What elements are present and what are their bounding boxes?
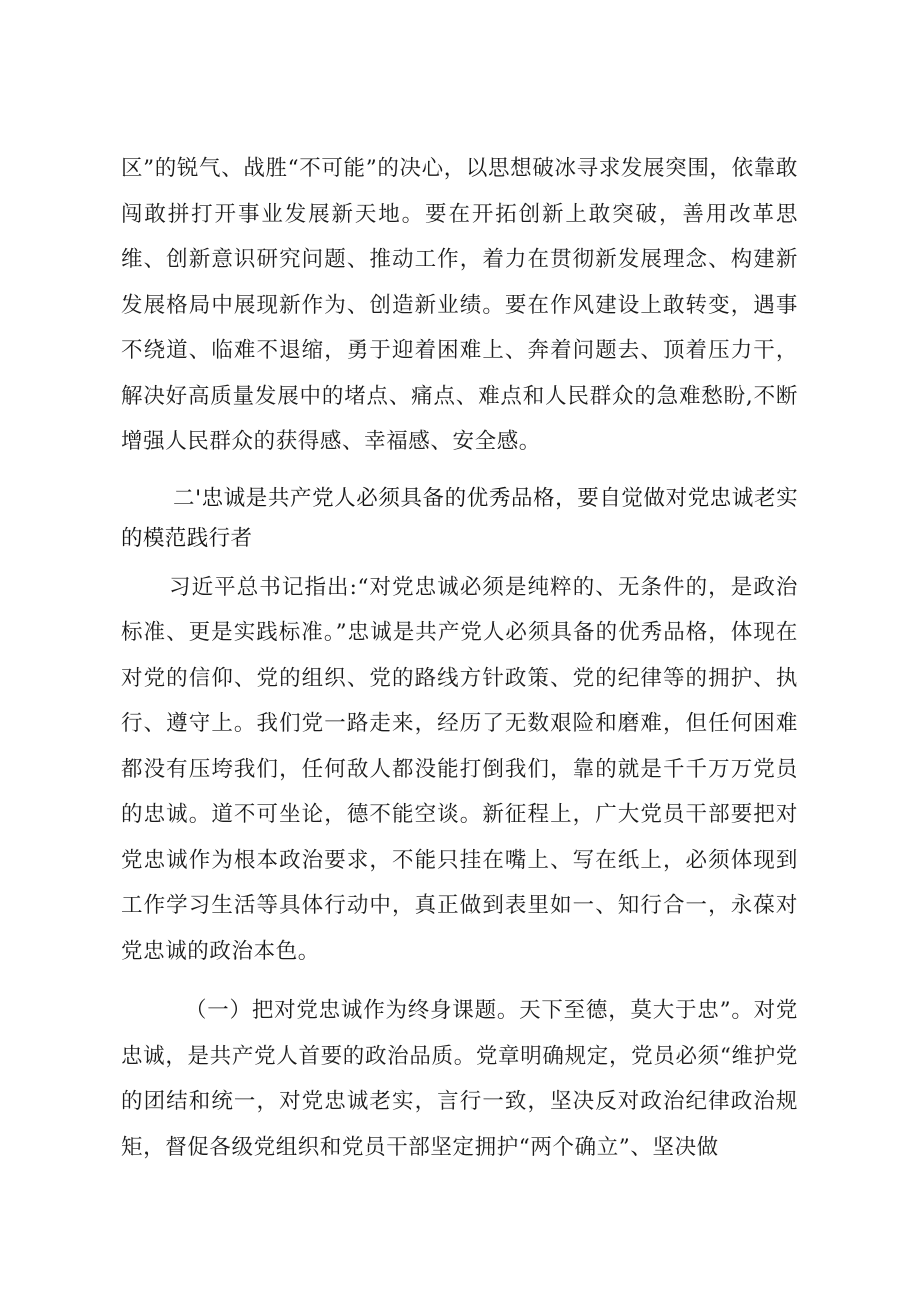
document-body [121, 146, 798, 1170]
section-heading-two: 二'忠诚是共产党人必须具备的优秀品格，要自觉做对党忠诚老实的模范践行者 [121, 485, 798, 551]
paragraph-subsection-one: （一）把对党忠诚作为终身课题。天下至德，莫大于忠”。对党忠诚，是共产党人首要的政治品质。党章明确规定，党员必须“维护党的团结和统一，对党忠诚老实，言行一致，坚决反对政治纪律政治规矩，督促各级党组织和党员干部坚定拥护“两个确立”、坚决做 [121, 998, 798, 1160]
paragraph-loyalty-intro: 习近平总书记指出:“对党忠诚必须是纯粹的、无条件的，是政治标准、更是实践标准。”忠诚是共产党人必须具备的优秀品格，体现在对党的信仰、党的组织、党的路线方针政策、党的纪律等的拥护、执行、遵守上。我们党一路走来，经历了无数艰险和磨难，但任何困难都没有压垮我们，任何敌人都没能打倒我们，靠的就是千千万万党员的忠诚。道不可坐论，德不能空谈。新征程上，广大党员干部要把对党忠诚作为根本政治要求，不能只挂在嘴上、写在纸上，必须体现到工作学习生活等具体行动中，真正做到表里如一、知行合一，永葆对党忠诚的政治本色。 [121, 574, 798, 964]
paragraph-continuation: 区”的锐气、战胜“不可能”的决心，以思想破冰寻求发展突围，依靠敢闯敢拼打开事业发展新天地。要在开拓创新上敢突破，善用改革思维、创新意识研究问题、推动工作，着力在贯彻新发展理念、构建新发展格局中展现新作为、创造新业绩。要在作风建设上敢转变，遇事不绕道、临难不退缩，勇于迎着困难上、奔着问题去、顶着压力干，解决好高质量发展中的堵点、痛点、难点和人民群众的急难愁盼,不断增强人民群众的获得感、幸福感、安全感。 [121, 156, 798, 454]
